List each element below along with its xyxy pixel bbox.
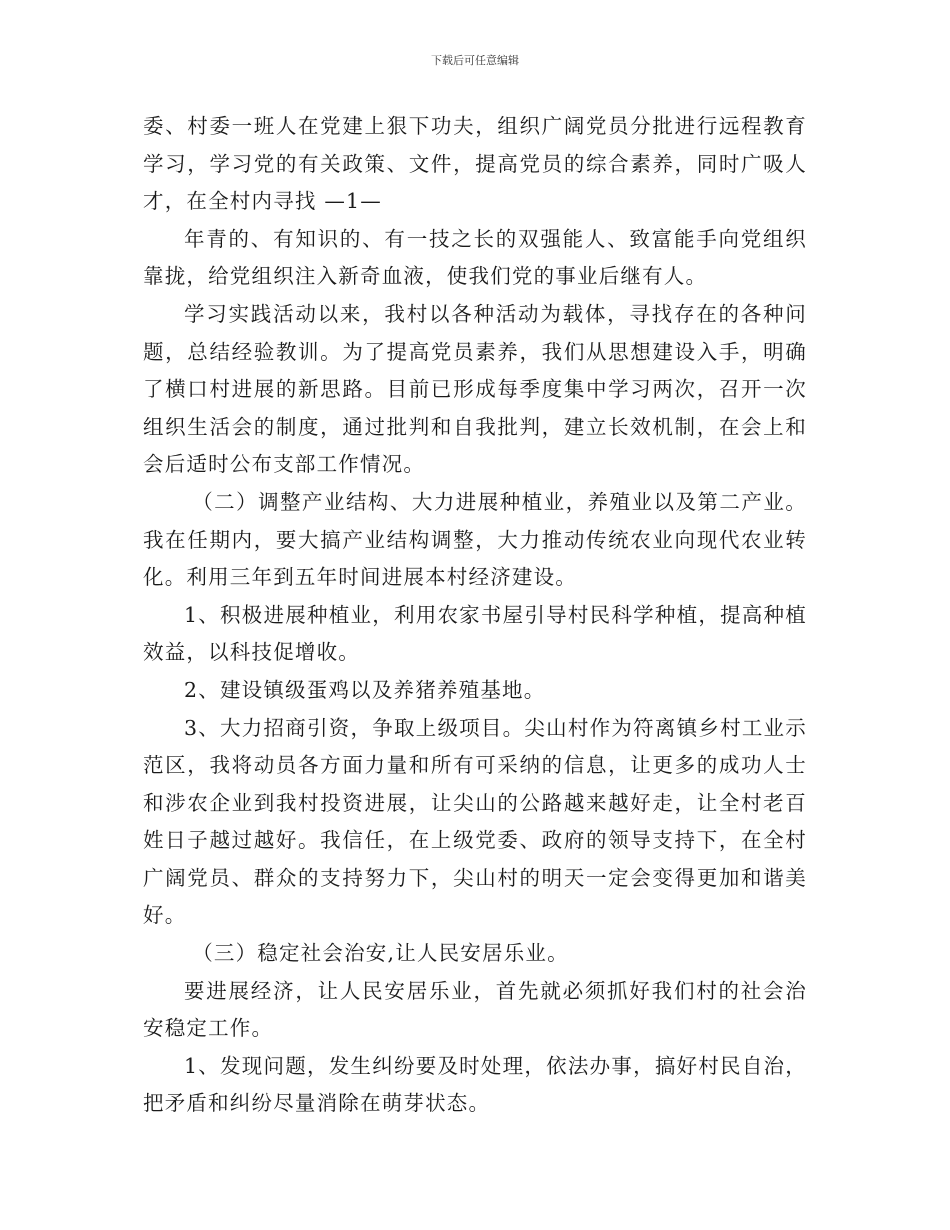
- paragraph-1: 委、村委一班人在党建上狠下功夫，组织广阔党员分批进行远程教育学习，学习党的有关政策、文件，提高党员的综合素养，同时广吸人才，在全村内寻找 —1—: [143, 114, 807, 214]
- section-heading-3: （三）稳定社会治安,让人民安居乐业。: [192, 941, 569, 966]
- page-header: 下载后可任意编辑: [431, 54, 519, 67]
- document-body: [143, 108, 807, 1123]
- list-item-1: 1、积极进展种植业，利用农家书屋引导村民科学种植，提高种植效益，以科技促增收。: [143, 602, 807, 665]
- paragraph-3: 学习实践活动以来，我村以各种活动为载体，寻找存在的各种问题，总结经验教训。为了提高党员素养，我们从思想建设入手，明确了横口村进展的新思路。目前已形成每季度集中学习两次，召开一次组织生活会的制度，通过批判和自我批判，建立长效机制，在会上和会后适时公布支部工作情况。: [143, 301, 807, 477]
- list-item-2: 2、建设镇级蛋鸡以及养猪养殖基地。: [184, 677, 546, 702]
- paragraph-4: 要进展经济，让人民安居乐业，首先就必须抓好我们村的社会治安稳定工作。: [143, 978, 807, 1041]
- paragraph-2: 年青的、有知识的、有一技之长的双强能人、致富能手向党组织靠拢，给党组织注入新奇血液，使我们党的事业后继有人。: [143, 226, 807, 289]
- list-item-4: 1、发现问题，发生纠纷要及时处理，依法办事，搞好村民自治，把矛盾和纠纷尽量消除在萌芽状态。: [143, 1053, 807, 1116]
- section-heading-2: （二）调整产业结构、大力进展种植业，养殖业以及第二产业。我在任期内，要大搞产业结构调整，大力推动传统农业向现代农业转化。利用三年到五年时间进展本村经济建设。: [143, 489, 807, 590]
- list-item-3: 3、大力招商引资，争取上级项目。尖山村作为符离镇乡村工业示范区，我将动员各方面力量和所有可采纳的信息，让更多的成功人士和涉农企业到我村投资进展，让尖山的公路越来越好走，让全村老百姓日子越过越好。我信任，在上级党委、政府的领导支持下，在全村广阔党员、群众的支持努力下，尖山村的明天一定会变得更加和谐美好。: [143, 715, 807, 928]
